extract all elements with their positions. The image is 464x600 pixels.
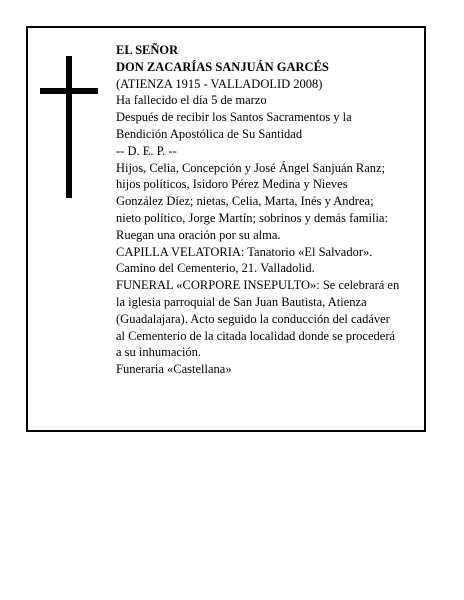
notice-line: al Cementerio de la citada localidad donde se procederá <box>116 328 396 343</box>
notice-line: la iglesia parroquial de San Juan Bautista, Atienza <box>116 294 367 309</box>
notice-line: Bendición Apostólica de Su Santidad <box>116 126 303 141</box>
obituary-notice <box>26 26 426 432</box>
notice-line: nieto político, Jorge Martín; sobrinos y demás familia: <box>116 210 388 225</box>
cross-horizontal-bar <box>40 88 98 94</box>
notice-line: CAPILLA VELATORIA: Tanatorio «El Salvador». <box>116 244 373 259</box>
notice-line: Ruegan una oración por su alma. <box>116 227 281 242</box>
cross-vertical-bar <box>66 56 72 198</box>
notice-line: Funeraria «Castellana» <box>116 362 232 377</box>
notice-text <box>116 42 428 378</box>
notice-line: (Guadalajara). Acto seguido la conducción del cadáver <box>116 311 390 326</box>
notice-line: Camino del Cementerio, 21. Valladolid. <box>116 261 315 276</box>
notice-line: Después de recibir los Santos Sacramentos y la <box>116 110 352 125</box>
notice-line: (ATIENZA 1915 - VALLADOLID 2008) <box>116 76 323 91</box>
notice-line: hijos políticos, Isidoro Pérez Medina y Nieves <box>116 177 348 192</box>
notice-line: a su inhumación. <box>116 345 202 360</box>
notice-line: Hijos, Celia, Concepción y José Ángel Sanjuán Ranz; <box>116 160 386 175</box>
notice-line: Ha fallecido el día 5 de marzo <box>116 93 267 108</box>
notice-line: González Díez; nietas, Celia, Marta, Inés y Andrea; <box>116 194 374 209</box>
cross-icon <box>40 56 98 198</box>
deceased-name: DON ZACARÍAS SANJUÁN GARCÉS <box>116 59 329 74</box>
notice-line: -- D. E. P. -- <box>116 143 177 158</box>
notice-title: EL SEÑOR <box>116 43 179 57</box>
notice-line: FUNERAL «CORPORE INSEPULTO»: Se celebrará en <box>116 278 400 293</box>
